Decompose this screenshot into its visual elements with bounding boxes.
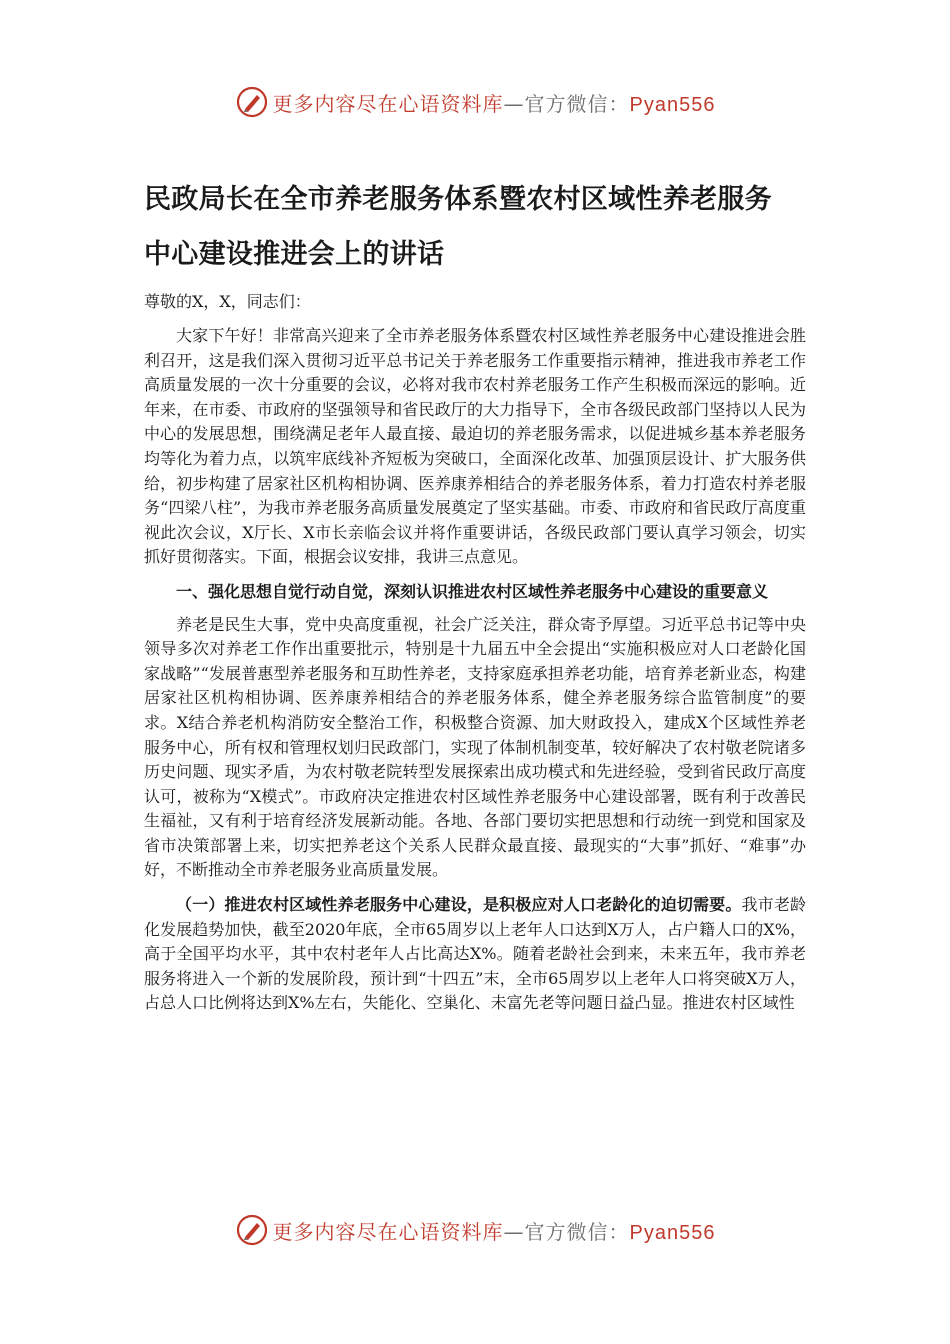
banner-text <box>273 88 716 117</box>
footer-banner <box>0 1210 950 1250</box>
subsection-1-lead: （一）推进农村区域性养老服务中心建设，是积极应对人口老龄化的迫切需要。 <box>176 895 742 915</box>
title-line-1: 民政局长在全市养老服务体系暨农村区域性养老服务 <box>144 184 772 215</box>
banner-wechat-id: Pyan556 <box>629 93 716 116</box>
section-1-heading: 一、强化思想自觉行动自觉，深刻认识推进农村区域性养老服务中心建设的重要意义 <box>176 581 769 601</box>
document-body <box>144 172 806 1026</box>
banner-wechat-id: Pyan556 <box>629 1221 716 1244</box>
banner-official: 官方微信： <box>524 1219 630 1244</box>
subsection-1-paragraph <box>144 893 806 1016</box>
pen-heart-logo-icon <box>235 85 269 119</box>
section-1-paragraph: 养老是民生大事，党中央高度重视，社会广泛关注，群众寄予厚望。习近平总书记等中央领导多次对养老工作作出重要批示，特别是十九届五中全会提出“实施积极应对人口老龄化国家战略”“发展普惠型养老服务和互助性养老，支持家庭承担养老功能，培育养老新业态，构建居家社区机构相协调、医养康养相结合的养老服务体系，健全养老服务综合监管制度”的要求。X结合养老机构消防安全整治工作，积极整合资源、加大财政投入，建成X个区域性养老服务中心，所有权和管理权划归民政部门，实现了体制机制变革，较好解决了农村敬老院诸多历史问题、现实矛盾，为农村敬老院转型发展探索出成功模式和先进经验，受到省民政厅高度认可，被称为“X模式”。市政府决定推进农村区域性养老服务中心建设部署，既有利于改善民生福祉，又有利于培育经济发展新动能。各地、各部门要切实把思想和行动统一到党和国家及省市决策部署上来，切实把养老这个关系人民群众最直接、最现实的“大事”抓好、“难事”办好，不断推动全市养老服务业高质量发展。 <box>144 614 806 880</box>
banner-main: 更多内容尽在心语资料库 <box>272 1219 504 1244</box>
header-banner <box>0 82 950 122</box>
banner-dash: — <box>503 91 525 116</box>
banner-main: 更多内容尽在心语资料库 <box>272 91 504 116</box>
salutation: 尊敬的X，X，同志们： <box>144 292 311 311</box>
title-line-2: 中心建设推进会上的讲话 <box>144 239 445 270</box>
banner-official: 官方微信： <box>524 91 630 116</box>
banner-text <box>273 1216 716 1245</box>
pen-heart-logo-icon <box>235 1213 269 1247</box>
intro-paragraph: 大家下午好！非常高兴迎来了全市养老服务体系暨农村区域性养老服务中心建设推进会胜利召开，这是我们深入贯彻习近平总书记关于养老服务工作重要指示精神，推进我市养老工作高质量发展的一次十分重要的会议，必将对我市农村养老服务工作产生积极而深远的影响。近年来，在市委、市政府的坚强领导和省民政厅的大力指导下，全市各级民政部门坚持以人民为中心的发展思想，围绕满足老年人最直接、最迫切的养老服务需求，以促进城乡基本养老服务均等化为着力点，以筑牢底线补齐短板为突破口，全面深化改革、加强顶层设计、扩大服务供给，初步构建了居家社区机构相协调、医养康养相结合的养老服务体系，着力打造农村养老服务“四梁八柱”，为我市养老服务高质量发展奠定了坚实基础。市委、市政府和省民政厅高度重视此次会议，X厅长、X市长亲临会议并将作重要讲话，各级民政部门要认真学习领会，切实抓好贯彻落实。下面，根据会议安排，我讲三点意见。 <box>144 326 806 567</box>
subsection-1-body: 我市老龄化发展趋势加快，截至2020年底，全市65周岁以上老年人口达到X万人，占户籍人口的X%，高于全国平均水平，其中农村老年人占比高达X%。随着老龄社会到来，未来五年，我市养老服务将进入一个新的发展阶段，预计到“十四五”末，全市65周岁以上老年人口将突破X万人，占总人口比例将达到X%左右，失能化、空巢化、未富先老等问题日益凸显。推进农村区域性 <box>144 895 806 1013</box>
document-title <box>144 172 806 282</box>
banner-dash: — <box>503 1219 525 1244</box>
